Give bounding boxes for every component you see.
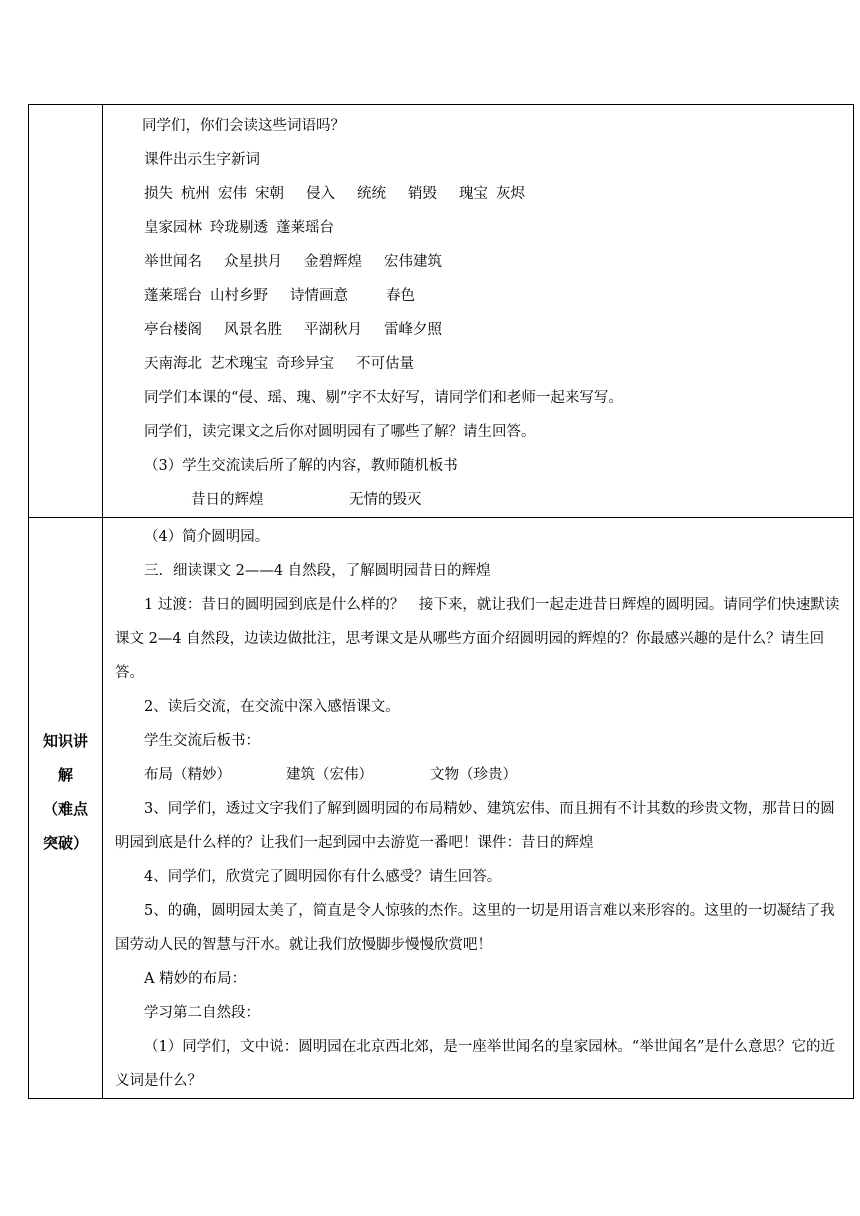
table-row [29, 518, 854, 1099]
row-content [103, 518, 854, 1099]
vocab-word: 平湖秋月 [304, 322, 362, 338]
word-row [115, 245, 847, 279]
row-label [29, 518, 103, 1099]
text-line: 同学们，你们会读这些词语吗？ [142, 118, 345, 134]
vocab-word: 众星拱月 [224, 254, 282, 270]
vocab-word: 艺术瑰宝 [210, 356, 268, 372]
vocab-word: 瑰宝 [459, 186, 488, 202]
lesson-plan-table [28, 104, 854, 1099]
word-row [115, 177, 847, 211]
paragraph: A 精妙的布局： [144, 971, 247, 987]
vocab-word: 损失 [144, 186, 173, 202]
vocab-word: 侵入 [306, 186, 335, 202]
text-line: （3）学生交流读后所了解的内容，教师随机板书 [144, 458, 458, 474]
vocab-word: 宏伟建筑 [384, 254, 442, 270]
board-line [115, 483, 847, 517]
word-row [115, 211, 847, 245]
vocab-word: 宏伟 [218, 186, 247, 202]
vocab-word: 春色 [386, 288, 415, 304]
text-line: 同学们，读完课文之后你对圆明园有了哪些了解？请生回答。 [144, 424, 536, 440]
vocab-word: 亭台楼阁 [144, 322, 202, 338]
vocab-word: 雷峰夕照 [384, 322, 442, 338]
board-item: 布局（精妙） [144, 767, 231, 783]
vocab-word: 不可估量 [356, 356, 414, 372]
vocab-word: 诗情画意 [290, 288, 348, 304]
paragraph: 4、同学们，欣赏完了圆明园你有什么感受？请生回答。 [144, 869, 502, 885]
paragraph: （1）同学们，文中说：圆明园在北京西北郊，是一座举世闻名的皇家园林。“举世闻名”是什么意思？它的近义词是什么？ [115, 1039, 836, 1089]
word-row [115, 313, 847, 347]
board-line [115, 758, 847, 792]
table-row [29, 105, 854, 518]
paragraph: 2、读后交流，在交流中深入感悟课文。 [144, 699, 400, 715]
vocab-word: 统统 [357, 186, 386, 202]
paragraph: 3、同学们，透过文字我们了解到圆明园的布局精妙、建筑宏伟、而且拥有不计其数的珍贵文物，那昔日的圆明园到底是什么样的？让我们一起到园中去游览一番吧！课件：昔日的辉煌 [115, 801, 835, 851]
word-row [115, 347, 847, 381]
paragraph: （4）简介圆明园。 [144, 529, 270, 545]
vocab-word: 玲珑剔透 [210, 220, 268, 236]
vocab-word: 蓬莱瑶台 [144, 288, 202, 304]
vocab-word: 天南海北 [144, 356, 202, 372]
word-row [115, 279, 847, 313]
vocab-word: 蓬莱瑶台 [276, 220, 334, 236]
board-item: 建筑（宏伟） [286, 767, 373, 783]
vocab-word: 山村乡野 [210, 288, 268, 304]
board-item: 昔日的辉煌 [191, 492, 264, 508]
section-label-line: 解 [57, 766, 73, 784]
paragraph: 1 过渡：昔日的圆明园到底是什么样的？ 接下来，就让我们一起走进昔日辉煌的圆明园。请同学们快速默读课文 2—4 自然段，边读边做批注，思考课文是从哪些方面介绍圆明园的辉煌的？你最感兴趣的是什么？请生回答。 [115, 597, 840, 681]
paragraph: 三．细读课文 2——4 自然段，了解圆明园昔日的辉煌 [144, 563, 491, 579]
row-label-empty [29, 105, 103, 518]
vocab-word: 金碧辉煌 [304, 254, 362, 270]
paragraph: 学生交流后板书： [144, 733, 260, 749]
vocab-word: 灰烬 [496, 186, 525, 202]
text-line: 同学们本课的“侵、瑶、瑰、剔”字不太好写，请同学们和老师一起来写写。 [144, 390, 623, 406]
section-label [29, 518, 102, 860]
paragraph: 学习第二自然段： [144, 1005, 260, 1021]
vocab-word: 杭州 [181, 186, 210, 202]
section-label-line: 知识讲 [42, 732, 88, 750]
board-item: 文物（珍贵） [430, 767, 517, 783]
paragraph: 5、的确，圆明园太美了，简直是令人惊骇的杰作。这里的一切是用语言难以来形容的。这里的一切凝结了我国劳动人民的智慧与汗水。就让我们放慢脚步慢慢欣赏吧！ [115, 903, 835, 953]
section-label-line: 突破） [42, 834, 88, 852]
vocab-word: 皇家园林 [144, 220, 202, 236]
vocab-word: 奇珍异宝 [276, 356, 334, 372]
section-label-line: （难点 [42, 800, 88, 818]
vocab-word: 宋朝 [255, 186, 284, 202]
row-content [103, 105, 854, 518]
vocab-word: 风景名胜 [224, 322, 282, 338]
vocab-word: 销毁 [408, 186, 437, 202]
board-item: 无情的毁灭 [349, 492, 422, 508]
vocab-word: 举世闻名 [144, 254, 202, 270]
text-line: 课件出示生字新词 [144, 152, 260, 168]
